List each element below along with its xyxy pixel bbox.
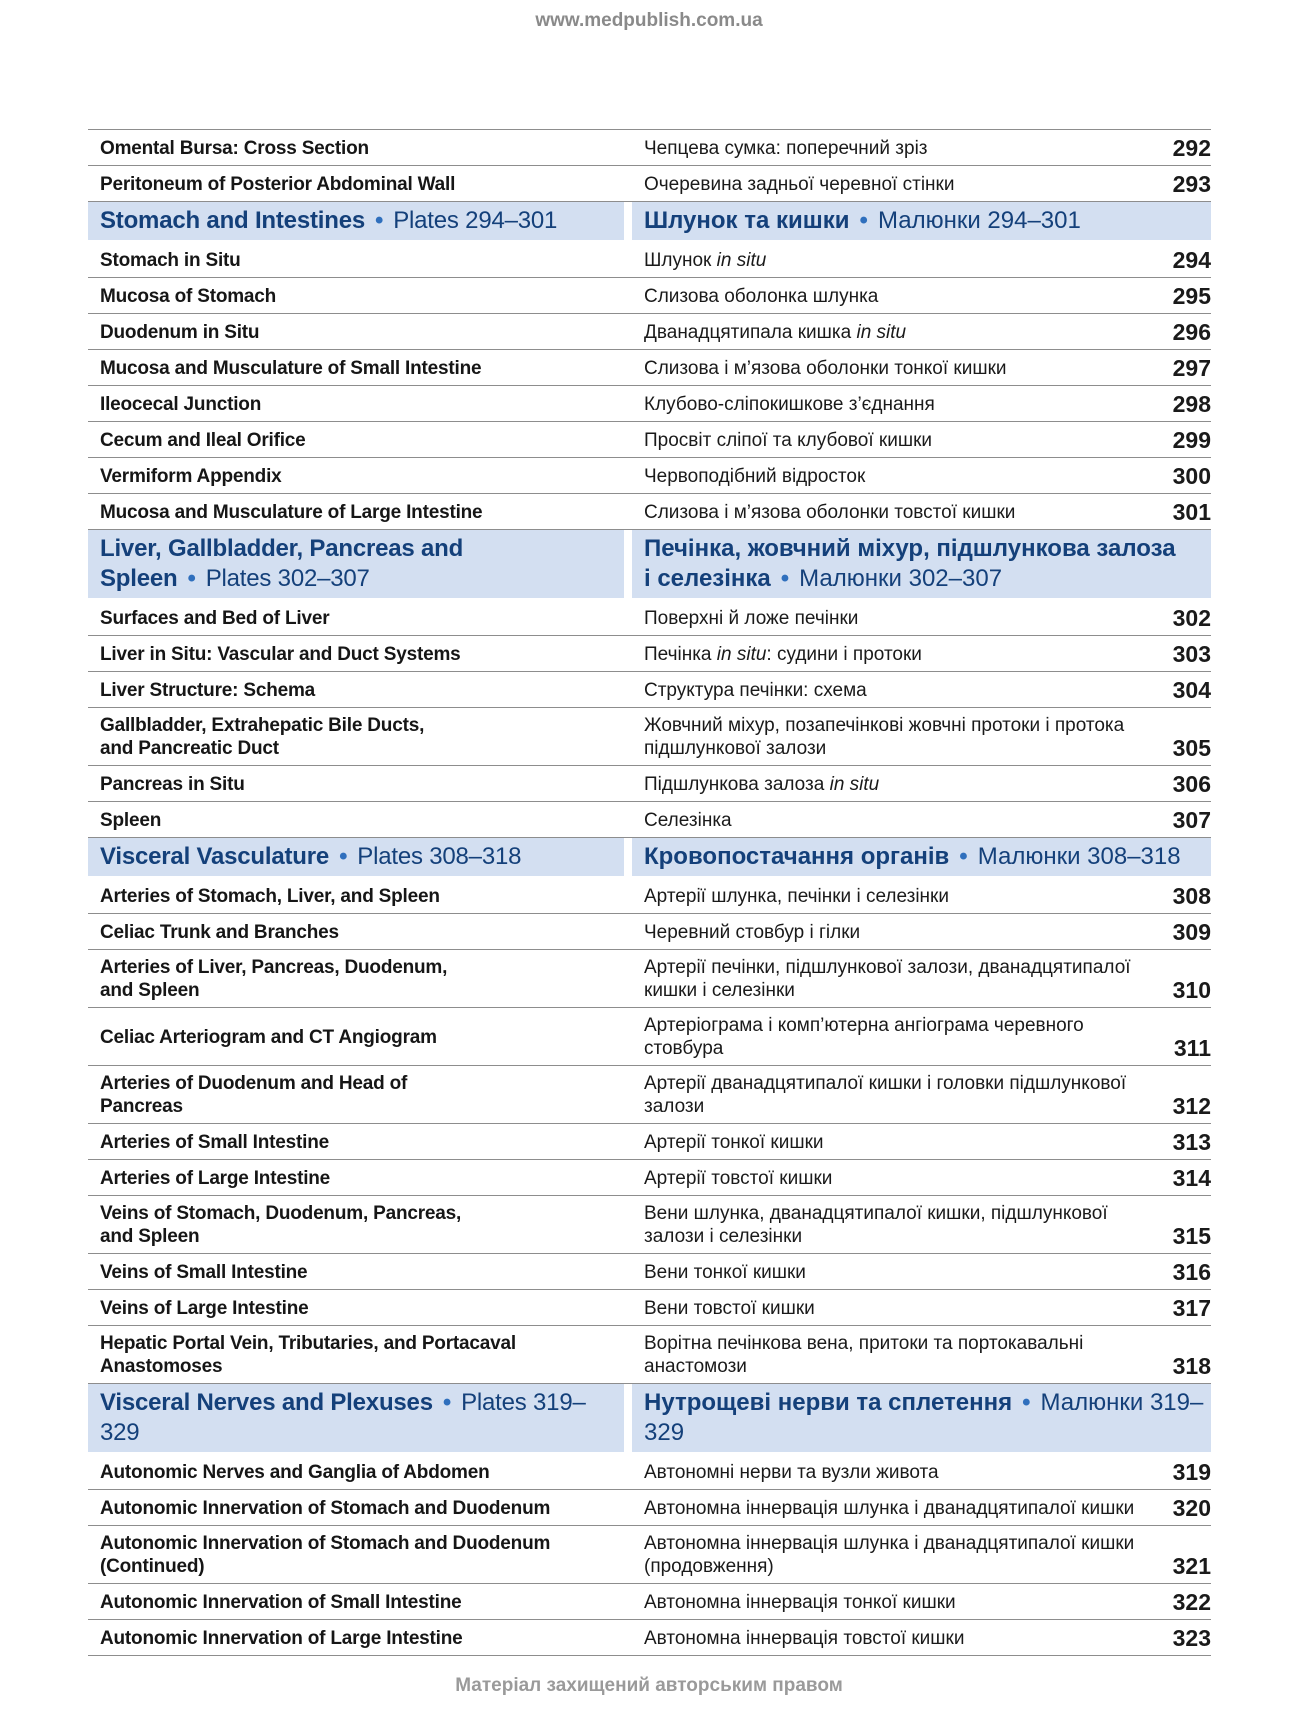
page-number: 293	[1172, 171, 1211, 197]
column-gap	[624, 766, 632, 801]
entry-title-en	[88, 802, 624, 837]
page-number: 316	[1172, 1259, 1211, 1285]
entry-title-en	[88, 1254, 624, 1289]
latin-term: in situ	[716, 643, 767, 665]
page-number: 298	[1172, 391, 1211, 417]
bullet-separator: •	[339, 843, 348, 870]
section-plates-en: Plates 294–301	[393, 207, 558, 234]
entry-text-en: Liver Structure: Schema	[100, 679, 316, 701]
entry-title-en	[88, 166, 624, 201]
section-plates-uk: Малюнки 319–329	[644, 1389, 1204, 1446]
entry-title-uk	[632, 1620, 1211, 1655]
column-gap	[624, 242, 632, 277]
toc-entry-row	[88, 386, 1211, 422]
entry-title-uk	[632, 494, 1211, 529]
page-number: 300	[1172, 463, 1211, 489]
page-number: 302	[1172, 605, 1211, 631]
entry-text-uk: Слизова і м’язова оболонки тонкої кишки	[644, 357, 1007, 379]
entry-text-en: Spleen	[100, 809, 162, 831]
column-gap	[624, 1620, 632, 1655]
column-gap	[624, 1196, 632, 1253]
section-title-en	[88, 530, 624, 598]
toc-entry-row	[88, 950, 1211, 1008]
entry-text-en: Vermiform Appendix	[100, 465, 282, 487]
column-gap	[624, 530, 632, 598]
entry-title-uk	[632, 600, 1211, 635]
entry-text-uk: Автономна іннервація шлунка і дванадцятипалої кишки (продовження)	[644, 1533, 1135, 1577]
toc-entry-row	[88, 422, 1211, 458]
toc-entry-row	[88, 1620, 1211, 1656]
toc-entry-row	[88, 672, 1211, 708]
entry-text-en: Liver in Situ: Vascular and Duct Systems	[100, 643, 461, 665]
toc-entry-row	[88, 914, 1211, 950]
entry-title-uk	[632, 422, 1211, 457]
entry-title-uk	[632, 130, 1211, 165]
entry-text-uk: Дванадцятипала кишка in situ	[644, 321, 907, 343]
entry-text-en: Mucosa and Musculature of Large Intestine	[100, 501, 483, 523]
entry-text-en: Celiac Arteriogram and CT Angiogram	[100, 1026, 437, 1048]
section-plates-en: Plates 302–307	[205, 565, 370, 592]
column-gap	[624, 422, 632, 457]
column-gap	[624, 1490, 632, 1525]
entry-title-en	[88, 130, 624, 165]
entry-title-uk	[632, 766, 1211, 801]
page-number: 323	[1172, 1625, 1211, 1651]
page-number: 295	[1172, 283, 1211, 309]
column-gap	[624, 1008, 632, 1065]
section-name-en: Stomach and Intestines	[100, 207, 365, 234]
entry-title-en	[88, 950, 624, 1007]
page-number: 301	[1172, 499, 1211, 525]
section-header-row	[88, 1384, 1211, 1452]
column-gap	[624, 1066, 632, 1123]
entry-title-uk	[632, 1008, 1211, 1065]
entry-title-en	[88, 386, 624, 421]
entry-text-uk: Печінка in situ: судини і протоки	[644, 643, 922, 665]
entry-title-en	[88, 1326, 624, 1383]
page-number: 314	[1172, 1165, 1211, 1191]
entry-title-uk	[632, 242, 1211, 277]
entry-text-en: Arteries of Small Intestine	[100, 1131, 330, 1153]
bullet-separator: •	[959, 843, 968, 870]
entry-text-uk: Очеревина задньої черевної стінки	[644, 173, 955, 195]
page-number: 299	[1172, 427, 1211, 453]
toc-entry-row	[88, 278, 1211, 314]
entry-title-en	[88, 600, 624, 635]
toc-entry-row	[88, 1584, 1211, 1620]
bullet-separator: •	[442, 1389, 452, 1416]
entry-text-en: Mucosa and Musculature of Small Intestine	[100, 357, 482, 379]
column-gap	[624, 1160, 632, 1195]
page-number: 303	[1172, 641, 1211, 667]
table-of-contents	[88, 129, 1211, 1656]
entry-title-en	[88, 422, 624, 457]
entry-title-uk	[632, 878, 1211, 913]
entry-title-en	[88, 1454, 624, 1489]
section-header-row	[88, 530, 1211, 598]
entry-title-uk	[632, 278, 1211, 313]
bullet-separator: •	[859, 207, 868, 234]
column-gap	[624, 1290, 632, 1325]
entry-text-uk: Слизова і м’язова оболонки товстої кишки	[644, 501, 1016, 523]
entry-text-en: Stomach in Situ	[100, 249, 241, 271]
entry-text-en: Veins of Large Intestine	[100, 1297, 309, 1319]
page-number: 297	[1172, 355, 1211, 381]
toc-entry-row	[88, 350, 1211, 386]
entry-text-en: Peritoneum of Posterior Abdominal Wall	[100, 173, 456, 195]
entry-text-uk: Автономна іннервація товстої кишки	[644, 1627, 965, 1649]
entry-text-en: Arteries of Large Intestine	[100, 1167, 331, 1189]
column-gap	[624, 278, 632, 313]
entry-title-uk	[632, 1490, 1211, 1525]
entry-text-en: Mucosa of Stomach	[100, 285, 277, 307]
entry-text-uk: Артеріограма і комп’ютерна ангіограма черевного стовбура	[644, 1015, 1084, 1059]
entry-text-uk: Клубово-сліпокишкове з’єднання	[644, 393, 935, 415]
section-name-uk: Печінка, жовчний міхур, підшлункова залоза і селезінка	[644, 535, 1176, 592]
toc-entry-row	[88, 1326, 1211, 1384]
entry-text-en: Duodenum in Situ	[100, 321, 260, 343]
column-gap	[624, 386, 632, 421]
entry-text-uk: Червоподібний відросток	[644, 465, 866, 487]
section-title-uk	[632, 838, 1211, 876]
entry-text-uk: Вени товстої кишки	[644, 1297, 815, 1319]
latin-term: in situ	[716, 249, 767, 271]
section-header-row	[88, 202, 1211, 240]
entry-title-uk	[632, 314, 1211, 349]
entry-title-uk	[632, 1290, 1211, 1325]
page-number: 296	[1172, 319, 1211, 345]
entry-title-en	[88, 1490, 624, 1525]
toc-entry-row	[88, 242, 1211, 278]
entry-text-en: Celiac Trunk and Branches	[100, 921, 339, 943]
page-number: 322	[1172, 1589, 1211, 1615]
entry-title-en	[88, 314, 624, 349]
entry-text-en: Arteries of Stomach, Liver, and Spleen	[100, 885, 440, 907]
column-gap	[624, 1254, 632, 1289]
entry-title-en	[88, 1526, 624, 1583]
entry-text-en: Autonomic Innervation of Large Intestine	[100, 1627, 463, 1649]
entry-text-uk: Артерії дванадцятипалої кишки і головки підшлункової залози	[644, 1073, 1127, 1117]
entry-title-en	[88, 878, 624, 913]
column-gap	[624, 878, 632, 913]
bullet-separator: •	[187, 565, 196, 592]
column-gap	[624, 1124, 632, 1159]
entry-title-en	[88, 708, 624, 765]
entry-text-uk: Слизова оболонка шлунка	[644, 285, 879, 307]
column-gap	[624, 950, 632, 1007]
entry-title-en	[88, 1008, 624, 1065]
section-name-en: Visceral Vasculature	[100, 843, 330, 870]
entry-title-uk	[632, 1326, 1211, 1383]
toc-entry-row	[88, 166, 1211, 202]
page-number: 294	[1172, 247, 1211, 273]
toc-entry-row	[88, 1066, 1211, 1124]
entry-text-en: Arteries of Duodenum and Head of Pancreas	[100, 1073, 408, 1117]
site-url: www.medpublish.com.ua	[535, 10, 763, 31]
bullet-separator: •	[375, 207, 384, 234]
entry-text-uk: Структура печінки: схема	[644, 679, 867, 701]
column-gap	[624, 130, 632, 165]
toc-entry-row	[88, 708, 1211, 766]
latin-term: in situ	[856, 321, 907, 343]
column-gap	[624, 1326, 632, 1383]
toc-entry-row	[88, 878, 1211, 914]
entry-text-uk: Артерії печінки, підшлункової залози, дванадцятипалої кишки і селезінки	[644, 957, 1131, 1001]
page-number: 317	[1172, 1295, 1211, 1321]
entry-title-uk	[632, 1124, 1211, 1159]
entry-title-uk	[632, 1526, 1211, 1583]
entry-text-en: Autonomic Nerves and Ganglia of Abdomen	[100, 1461, 490, 1483]
entry-title-en	[88, 1290, 624, 1325]
entry-text-en: Veins of Stomach, Duodenum, Pancreas, and Spleen	[100, 1203, 462, 1247]
section-title-uk	[632, 202, 1211, 240]
entry-title-en	[88, 636, 624, 671]
entry-title-en	[88, 350, 624, 385]
page-number: 307	[1172, 807, 1211, 833]
entry-title-en	[88, 766, 624, 801]
section-title-en	[88, 1384, 624, 1452]
toc-entry-row	[88, 1008, 1211, 1066]
column-gap	[624, 838, 632, 876]
toc-entry-row	[88, 1526, 1211, 1584]
entry-title-uk	[632, 1160, 1211, 1195]
entry-title-en	[88, 1124, 624, 1159]
column-gap	[624, 636, 632, 671]
column-gap	[624, 600, 632, 635]
toc-entry-row	[88, 1454, 1211, 1490]
entry-title-uk	[632, 1584, 1211, 1619]
toc-entry-row	[88, 1290, 1211, 1326]
entry-text-en: Hepatic Portal Vein, Tributaries, and Portacaval Anastomoses	[100, 1333, 516, 1377]
toc-entry-row	[88, 494, 1211, 530]
entry-text-uk: Жовчний міхур, позапечінкові жовчні протоки і протока підшлункової залози	[644, 715, 1125, 759]
entry-text-uk: Підшлункова залоза in situ	[644, 773, 880, 795]
entry-title-en	[88, 458, 624, 493]
toc-entry-row	[88, 636, 1211, 672]
toc-entry-row	[88, 802, 1211, 838]
entry-title-uk	[632, 672, 1211, 707]
entry-text-en: Ileocecal Junction	[100, 393, 262, 415]
entry-text-uk: Артерії товстої кишки	[644, 1167, 833, 1189]
entry-title-en	[88, 494, 624, 529]
page-number: 315	[1172, 1223, 1211, 1249]
toc-entry-row	[88, 1160, 1211, 1196]
entry-text-en: Surfaces and Bed of Liver	[100, 607, 330, 629]
entry-title-en	[88, 914, 624, 949]
column-gap	[624, 672, 632, 707]
entry-text-en: Autonomic Innervation of Stomach and Duodenum (Continued)	[100, 1533, 551, 1577]
page-number: 313	[1172, 1129, 1211, 1155]
toc-entry-row	[88, 1490, 1211, 1526]
column-gap	[624, 802, 632, 837]
entry-text-uk: Поверхні й ложе печінки	[644, 607, 859, 629]
section-name-uk: Нутрощеві нерви та сплетення	[644, 1389, 1013, 1416]
column-gap	[624, 314, 632, 349]
section-title-en	[88, 838, 624, 876]
section-plates-en: Plates 319–329	[100, 1389, 586, 1446]
entry-title-uk	[632, 950, 1211, 1007]
toc-entry-row	[88, 600, 1211, 636]
column-gap	[624, 458, 632, 493]
toc-entry-row	[88, 458, 1211, 494]
entry-title-uk	[632, 386, 1211, 421]
toc-entry-row	[88, 1254, 1211, 1290]
section-plates-uk: Малюнки 302–307	[799, 565, 1003, 592]
column-gap	[624, 1526, 632, 1583]
entry-text-uk: Шлунок in situ	[644, 249, 767, 271]
toc-entry-row	[88, 1124, 1211, 1160]
entry-text-uk: Автономна іннервація тонкої кишки	[644, 1591, 956, 1613]
copyright-note: Матеріал захищений авторським правом	[455, 1675, 843, 1696]
column-gap	[624, 1384, 632, 1452]
entry-title-uk	[632, 350, 1211, 385]
entry-text-uk: Артерії тонкої кишки	[644, 1131, 824, 1153]
entry-text-en: Autonomic Innervation of Stomach and Duodenum	[100, 1497, 551, 1519]
section-title-uk	[632, 530, 1211, 598]
entry-text-uk: Автономна іннервація шлунка і дванадцятипалої кишки	[644, 1497, 1135, 1519]
page-number: 308	[1172, 883, 1211, 909]
entry-text-en: Omental Bursa: Cross Section	[100, 137, 369, 159]
entry-text-uk: Просвіт сліпої та клубової кишки	[644, 429, 933, 451]
entry-title-uk	[632, 1454, 1211, 1489]
page-number: 304	[1172, 677, 1211, 703]
column-gap	[624, 708, 632, 765]
toc-entry-row	[88, 314, 1211, 350]
entry-text-uk: Черевний стовбур і гілки	[644, 921, 861, 943]
entry-title-uk	[632, 1196, 1211, 1253]
column-gap	[624, 202, 632, 240]
entry-title-en	[88, 1620, 624, 1655]
entry-title-en	[88, 1584, 624, 1619]
section-plates-uk: Малюнки 294–301	[877, 207, 1081, 234]
column-gap	[624, 350, 632, 385]
entry-text-uk: Артерії шлунка, печінки і селезінки	[644, 885, 949, 907]
page-number: 320	[1172, 1495, 1211, 1521]
entry-text-uk: Чепцева сумка: поперечний зріз	[644, 137, 928, 159]
section-title-en	[88, 202, 624, 240]
page-number: 321	[1172, 1553, 1211, 1579]
page-number: 306	[1172, 771, 1211, 797]
toc-entry-row	[88, 130, 1211, 166]
section-header-row	[88, 838, 1211, 876]
entry-text-en: Pancreas in Situ	[100, 773, 245, 795]
entry-text-en: Cecum and Ileal Orifice	[100, 429, 306, 451]
toc-entry-row	[88, 766, 1211, 802]
section-name-en: Liver, Gallbladder, Pancreas and Spleen	[100, 535, 464, 592]
entry-text-uk: Ворітна печінкова вена, притоки та портокавальні анастомози	[644, 1333, 1084, 1377]
entry-title-uk	[632, 914, 1211, 949]
section-title-uk	[632, 1384, 1211, 1452]
entry-title-uk	[632, 166, 1211, 201]
entry-title-en	[88, 1196, 624, 1253]
column-gap	[624, 914, 632, 949]
page-number: 312	[1172, 1093, 1211, 1119]
column-gap	[624, 494, 632, 529]
entry-title-en	[88, 1160, 624, 1195]
page-number: 311	[1173, 1035, 1211, 1061]
entry-title-en	[88, 278, 624, 313]
entry-text-en: Autonomic Innervation of Small Intestine	[100, 1591, 462, 1613]
entry-text-en: Arteries of Liver, Pancreas, Duodenum, and Spleen	[100, 957, 448, 1001]
entry-text-uk: Вени шлунка, дванадцятипалої кишки, підшлункової залози і селезінки	[644, 1203, 1108, 1247]
entry-text-uk: Автономні нерви та вузли живота	[644, 1461, 939, 1483]
latin-term: in situ	[829, 773, 880, 795]
column-gap	[624, 166, 632, 201]
entry-title-uk	[632, 636, 1211, 671]
section-plates-uk: Малюнки 308–318	[977, 843, 1181, 870]
section-name-uk: Шлунок та кишки	[644, 207, 850, 234]
entry-title-uk	[632, 1254, 1211, 1289]
entry-title-en	[88, 672, 624, 707]
entry-title-en	[88, 242, 624, 277]
section-name-uk: Кровопостачання органів	[644, 843, 950, 870]
entry-title-en	[88, 1066, 624, 1123]
entry-text-uk: Селезінка	[644, 809, 732, 831]
entry-title-uk	[632, 802, 1211, 837]
entry-title-uk	[632, 708, 1211, 765]
entry-title-uk	[632, 1066, 1211, 1123]
entry-title-uk	[632, 458, 1211, 493]
page-number: 310	[1172, 977, 1211, 1003]
section-plates-en: Plates 308–318	[357, 843, 522, 870]
page-number: 309	[1172, 919, 1211, 945]
page-number: 292	[1172, 135, 1211, 161]
entry-text-uk: Вени тонкої кишки	[644, 1261, 806, 1283]
column-gap	[624, 1584, 632, 1619]
toc-entry-row	[88, 1196, 1211, 1254]
page-number: 318	[1172, 1353, 1211, 1379]
entry-text-en: Veins of Small Intestine	[100, 1261, 308, 1283]
entry-text-en: Gallbladder, Extrahepatic Bile Ducts, and Pancreatic Duct	[100, 715, 425, 759]
column-gap	[624, 1454, 632, 1489]
bullet-separator: •	[780, 565, 790, 592]
section-name-en: Visceral Nerves and Plexuses	[100, 1389, 433, 1416]
page-number: 305	[1172, 735, 1211, 761]
page-number: 319	[1172, 1459, 1211, 1485]
bullet-separator: •	[1022, 1389, 1031, 1416]
